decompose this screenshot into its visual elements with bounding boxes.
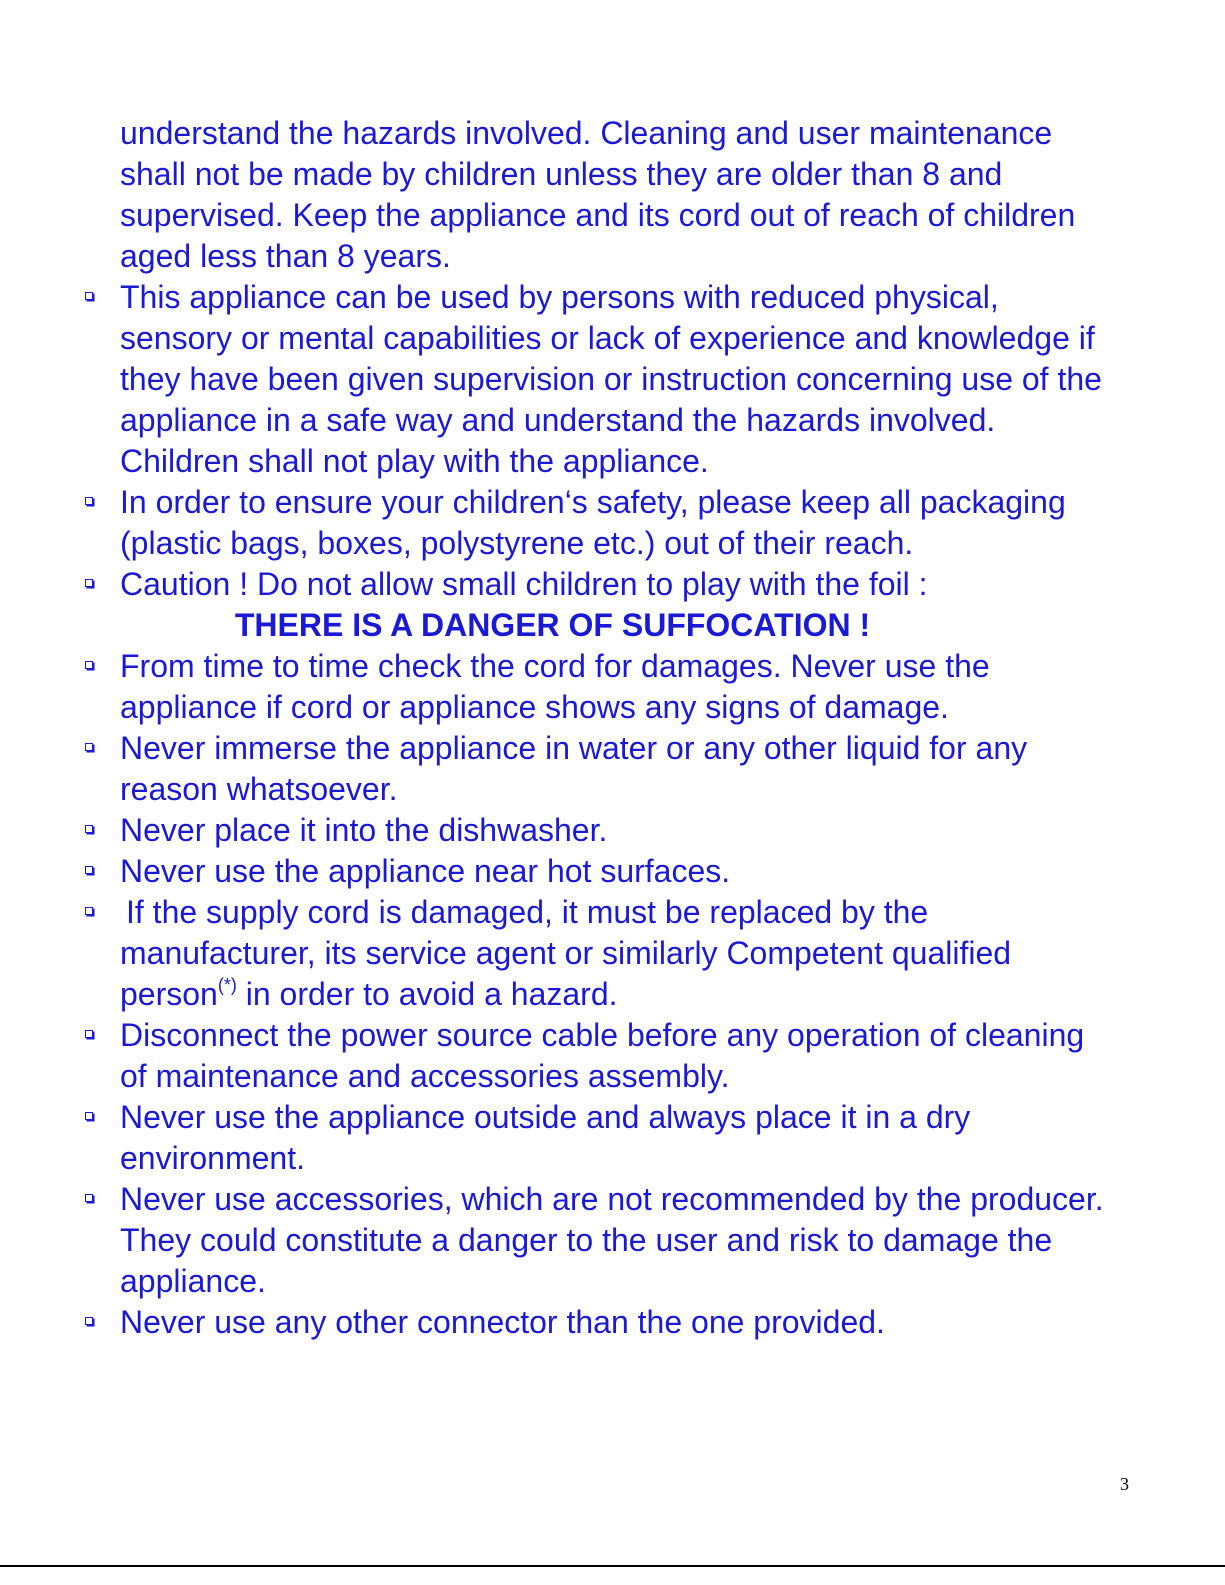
list-item	[120, 851, 1110, 892]
square-bullet-icon	[85, 292, 93, 300]
list-item	[120, 728, 1110, 810]
square-bullet-icon	[85, 866, 93, 874]
list-item	[120, 646, 1110, 728]
list-item	[120, 564, 1110, 605]
square-bullet-icon	[85, 825, 93, 833]
list-item	[120, 892, 1110, 1015]
square-bullet-icon	[85, 1030, 93, 1038]
list-item-text: From time to time check the cord for damages. Never use the appliance if cord or appliance shows any signs of damage.	[120, 648, 990, 725]
square-bullet-icon	[85, 1317, 93, 1325]
list-item-text: Never immerse the appliance in water or any other liquid for any reason whatsoever.	[120, 730, 1028, 807]
list-item-text: This appliance can be used by persons with reduced physical, sensory or mental capabilities or lack of experience and knowledge if they have been given supervision or instruction concerning use of the appliance in a safe way and understand the hazards involved. Children shall not play with the appliance.	[120, 279, 1102, 479]
list-item-text: Never use the appliance near hot surfaces.	[120, 853, 731, 889]
list-item	[120, 1097, 1110, 1179]
safety-instructions	[120, 113, 1139, 1343]
square-bullet-icon	[85, 661, 93, 669]
square-bullet-icon	[85, 1112, 93, 1120]
list-item	[120, 1179, 1139, 1302]
list-item-text: Never use the appliance outside and always place it in a dry environment.	[120, 1099, 971, 1176]
list-item-text: Disconnect the power source cable before any operation of cleaning of maintenance and accessories assembly.	[120, 1017, 1085, 1094]
square-bullet-icon	[85, 743, 93, 751]
list-item	[120, 810, 1110, 851]
square-bullet-icon	[85, 1194, 93, 1202]
list-item	[120, 1015, 1110, 1097]
list-item-text: Caution ! Do not allow small children to play with the foil :	[120, 566, 928, 602]
list-item-text: Never use accessories, which are not recommended by the producer. They could constitute a danger to the user and risk to damage the appliance.	[120, 1181, 1139, 1299]
square-bullet-icon	[85, 907, 93, 915]
square-bullet-icon	[85, 579, 93, 587]
square-bullet-icon	[85, 497, 93, 505]
list-item-text: In order to ensure your children‘s safety, please keep all packaging (plastic bags, boxes, polystyrene etc.) out of their reach.	[120, 484, 1066, 561]
list-item-text-tail: in order to avoid a hazard.	[236, 976, 618, 1012]
list-item	[120, 277, 1110, 482]
list-item	[120, 1302, 1110, 1343]
footnote-marker: (*)	[217, 975, 237, 995]
list-item-text: Never use any other connector than the one provided.	[120, 1304, 885, 1340]
list-item-text: Never place it into the dishwasher.	[120, 812, 608, 848]
page-number: 3	[1120, 1474, 1129, 1494]
list-item	[120, 482, 1110, 564]
bottom-divider	[0, 1565, 1225, 1567]
suffocation-warning: THERE IS A DANGER OF SUFFOCATION !	[234, 607, 871, 643]
intro-paragraph: understand the hazards involved. Cleaning and user maintenance shall not be made by children unless they are older than 8 and supervised. Keep the appliance and its cord out of reach of children aged less than 8 years.	[120, 115, 1076, 274]
list-item-text: If the supply cord is damaged, it must be replaced by the manufacturer, its service agent or similarly Competent qualified person	[120, 894, 1012, 1012]
